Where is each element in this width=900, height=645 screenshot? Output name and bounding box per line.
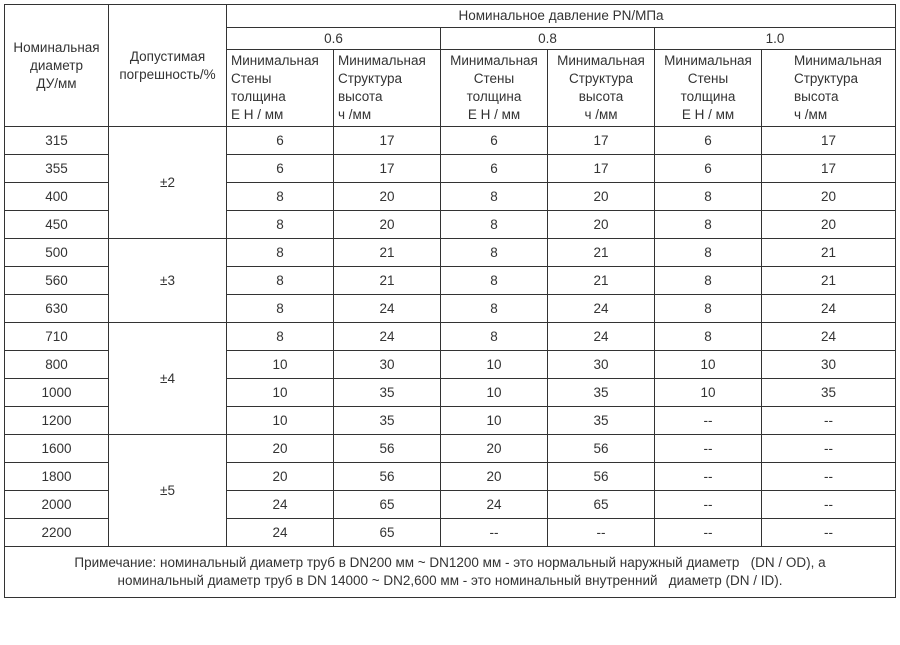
cell-struct-0-8: 24 [548,323,655,351]
cell-wall-0-6: 24 [227,491,334,519]
subheader-wall-thickness [227,50,334,127]
header-pressure-value: 0.8 [441,28,655,50]
cell-struct-0-8: 20 [548,183,655,211]
cell-wall-0-8: 6 [441,155,548,183]
table-row [5,239,896,267]
subheader-wall-thickness [655,50,762,127]
subheader-line: Минимальная [557,53,645,68]
cell-wall-0-6: 8 [227,295,334,323]
header-tolerance [109,5,227,127]
cell-wall-1-0: -- [655,463,762,491]
subheader-line: Структура [338,71,403,86]
header-pressure-title: Номинальное давление PN/МПа [227,5,896,28]
cell-struct-1-0: 17 [762,155,896,183]
cell-struct-1-0: 20 [762,211,896,239]
cell-struct-1-0: 21 [762,267,896,295]
cell-nominal-diameter: 500 [5,239,109,267]
cell-nominal-diameter: 1800 [5,463,109,491]
subheader-line: Стены [687,71,729,86]
cell-struct-0-6: 65 [334,519,441,547]
cell-struct-0-6: 30 [334,351,441,379]
cell-wall-0-6: 20 [227,435,334,463]
cell-wall-0-8: 10 [441,351,548,379]
cell-wall-1-0: 10 [655,351,762,379]
cell-wall-1-0: 6 [655,127,762,155]
cell-struct-0-8: 20 [548,211,655,239]
cell-wall-0-8: 8 [441,239,548,267]
header-nominal-diameter [5,5,109,127]
cell-tolerance: ±5 [109,435,227,547]
cell-nominal-diameter: 1000 [5,379,109,407]
header-pressure-value: 1.0 [655,28,896,50]
cell-struct-0-8: -- [548,519,655,547]
cell-wall-0-6: 8 [227,323,334,351]
cell-wall-1-0: 6 [655,155,762,183]
cell-struct-0-6: 65 [334,491,441,519]
cell-struct-1-0: 17 [762,127,896,155]
subheader-line: Структура [568,71,634,86]
cell-nominal-diameter: 710 [5,323,109,351]
cell-struct-0-6: 20 [334,211,441,239]
cell-wall-0-8: 24 [441,491,548,519]
cell-wall-1-0: -- [655,519,762,547]
cell-nominal-diameter: 800 [5,351,109,379]
subheader-line: высота [338,89,383,104]
cell-wall-0-8: 8 [441,183,548,211]
cell-struct-0-8: 56 [548,463,655,491]
subheader-line: Стены [231,71,272,86]
cell-wall-0-6: 20 [227,463,334,491]
cell-nominal-diameter: 315 [5,127,109,155]
header-nominal-diameter-line: Номинальная [13,39,100,55]
cell-nominal-diameter: 630 [5,295,109,323]
header-pressure-value: 0.6 [227,28,441,50]
cell-struct-0-8: 24 [548,295,655,323]
cell-struct-0-8: 21 [548,267,655,295]
cell-struct-0-6: 24 [334,323,441,351]
cell-struct-1-0: 24 [762,295,896,323]
cell-wall-0-8: 8 [441,323,548,351]
subheader-line: Минимальная [450,53,538,68]
header-tolerance-line: Допустимая [129,48,206,64]
subheader-line: толщина [466,89,522,104]
cell-wall-1-0: 10 [655,379,762,407]
cell-struct-1-0: -- [762,519,896,547]
cell-struct-0-8: 35 [548,407,655,435]
header-tolerance-line: погрешность/% [119,66,216,82]
cell-struct-0-6: 17 [334,155,441,183]
subheader-line: Минимальная [794,53,882,68]
cell-wall-0-8: 6 [441,127,548,155]
subheader-structure-height [762,50,896,127]
cell-struct-1-0: -- [762,463,896,491]
cell-struct-1-0: -- [762,435,896,463]
cell-wall-0-6: 8 [227,183,334,211]
subheader-line: высота [578,89,624,104]
subheader-wall-thickness [441,50,548,127]
cell-struct-0-8: 21 [548,239,655,267]
subheader-line: Е Н / мм [467,107,521,122]
cell-wall-0-8: 10 [441,407,548,435]
subheader-line: ч /мм [794,107,828,122]
cell-tolerance: ±2 [109,127,227,239]
cell-wall-1-0: 8 [655,183,762,211]
subheader-line: Минимальная [231,53,319,68]
cell-wall-1-0: -- [655,407,762,435]
table-row [5,323,896,351]
header-nominal-diameter-line: ДУ/мм [36,75,77,91]
cell-nominal-diameter: 1200 [5,407,109,435]
cell-struct-1-0: 21 [762,239,896,267]
cell-struct-0-6: 56 [334,463,441,491]
cell-struct-0-6: 24 [334,295,441,323]
subheader-line: Структура [794,71,859,86]
cell-struct-0-8: 30 [548,351,655,379]
cell-struct-1-0: -- [762,407,896,435]
header-nominal-diameter-line: диаметр [30,57,83,73]
cell-struct-0-8: 17 [548,127,655,155]
cell-wall-1-0: 8 [655,295,762,323]
subheader-line: толщина [231,89,286,104]
subheader-line: ч /мм [584,107,618,122]
cell-wall-0-6: 24 [227,519,334,547]
cell-struct-0-8: 35 [548,379,655,407]
cell-nominal-diameter: 2000 [5,491,109,519]
cell-wall-0-6: 8 [227,211,334,239]
cell-wall-0-6: 10 [227,407,334,435]
cell-struct-0-8: 17 [548,155,655,183]
subheader-line: Минимальная [338,53,426,68]
cell-wall-1-0: -- [655,491,762,519]
cell-wall-1-0: 8 [655,211,762,239]
subheader-line: толщина [680,89,736,104]
cell-wall-0-8: 20 [441,435,548,463]
cell-nominal-diameter: 2200 [5,519,109,547]
subheader-structure-height [548,50,655,127]
cell-wall-1-0: 8 [655,323,762,351]
cell-struct-0-8: 56 [548,435,655,463]
cell-nominal-diameter: 1600 [5,435,109,463]
cell-tolerance: ±3 [109,239,227,323]
cell-wall-0-6: 6 [227,155,334,183]
cell-nominal-diameter: 355 [5,155,109,183]
cell-wall-0-8: 20 [441,463,548,491]
subheader-line: высота [794,89,839,104]
subheader-structure-height [334,50,441,127]
table-body [5,5,896,598]
cell-wall-0-6: 8 [227,239,334,267]
cell-struct-0-6: 35 [334,407,441,435]
pipe-spec-table [4,4,896,598]
cell-wall-1-0: 8 [655,267,762,295]
cell-struct-1-0: -- [762,491,896,519]
subheader-line: Е Н / мм [681,107,735,122]
subheader-line: Минимальная [664,53,752,68]
cell-struct-0-6: 20 [334,183,441,211]
cell-wall-0-8: -- [441,519,548,547]
cell-wall-0-6: 8 [227,267,334,295]
cell-wall-0-6: 10 [227,351,334,379]
cell-wall-1-0: 8 [655,239,762,267]
cell-wall-0-8: 8 [441,295,548,323]
note-line: номинальный диаметр труб в DN 14000 ~ DN2,600 мм - это номинальный внутренний диаметр (DN / ID). [117,573,783,588]
cell-struct-0-6: 17 [334,127,441,155]
cell-nominal-diameter: 400 [5,183,109,211]
cell-tolerance: ±4 [109,323,227,435]
cell-struct-1-0: 35 [762,379,896,407]
cell-struct-1-0: 30 [762,351,896,379]
cell-struct-0-6: 21 [334,267,441,295]
table-row [5,127,896,155]
cell-struct-1-0: 24 [762,323,896,351]
cell-wall-0-8: 8 [441,267,548,295]
cell-struct-0-8: 65 [548,491,655,519]
cell-wall-1-0: -- [655,435,762,463]
cell-nominal-diameter: 450 [5,211,109,239]
cell-struct-0-6: 35 [334,379,441,407]
note-line: Примечание: номинальный диаметр труб в DN200 мм ~ DN1200 мм - это нормальный наружный диаметр (DN / OD), а [74,555,826,570]
cell-struct-0-6: 56 [334,435,441,463]
table-note [5,547,896,598]
cell-wall-0-6: 10 [227,379,334,407]
cell-wall-0-6: 6 [227,127,334,155]
table-row [5,435,896,463]
cell-struct-1-0: 20 [762,183,896,211]
cell-nominal-diameter: 560 [5,267,109,295]
cell-wall-0-8: 10 [441,379,548,407]
cell-struct-0-6: 21 [334,239,441,267]
subheader-line: Е Н / мм [231,107,284,122]
cell-wall-0-8: 8 [441,211,548,239]
subheader-line: ч /мм [338,107,372,122]
note-row [5,547,896,598]
header-row-title [5,5,896,28]
subheader-line: Стены [473,71,515,86]
